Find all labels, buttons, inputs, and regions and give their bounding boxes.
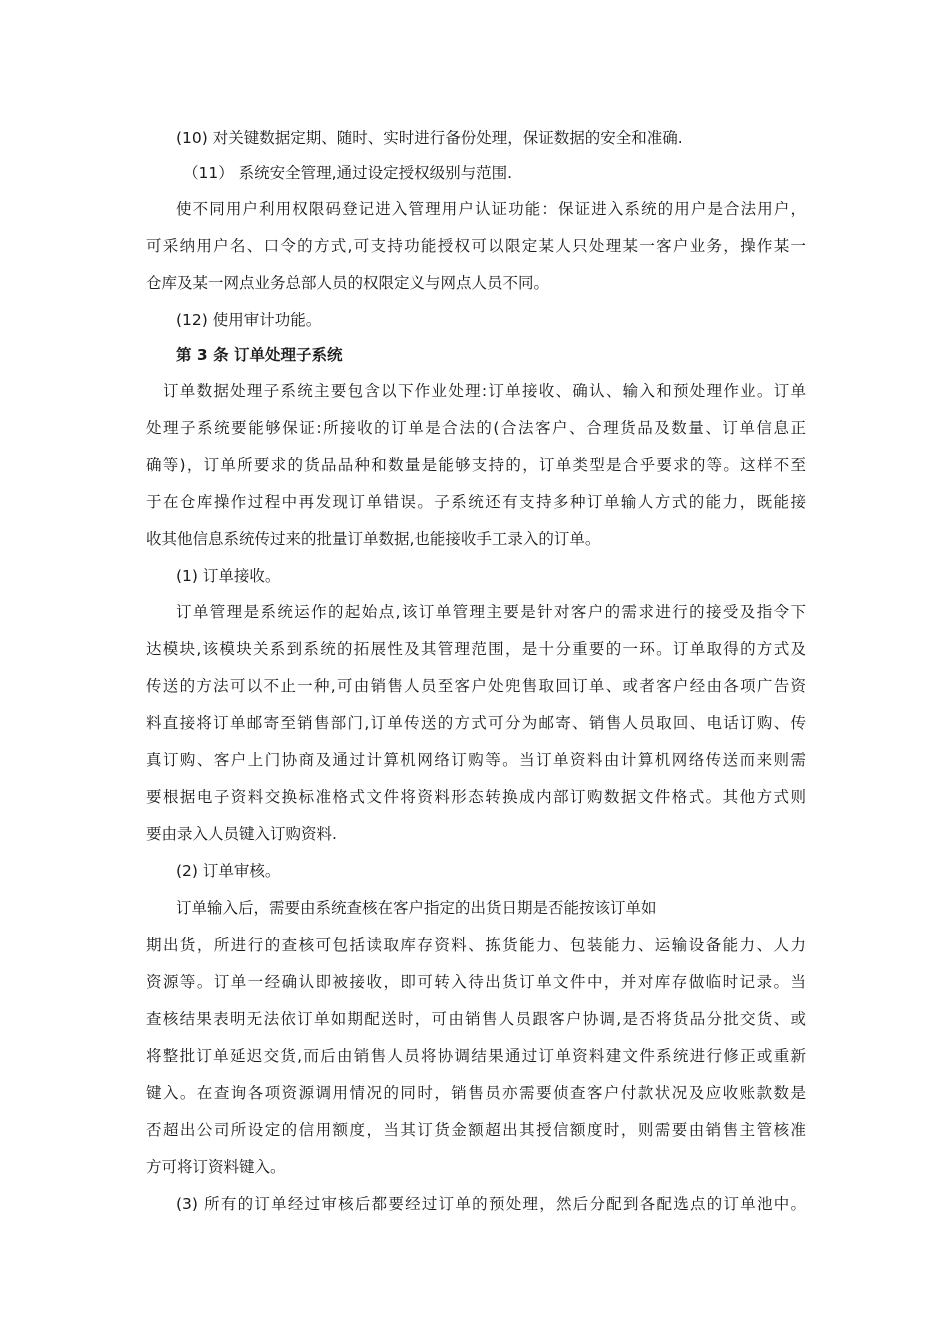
paragraph-line: 将整批订单延迟交货,而后由销售人员将协调结果通过订单资料建文件系统进行修正或重新 bbox=[146, 1047, 806, 1065]
item-12-line: (12) 使用审计功能。 bbox=[176, 311, 322, 329]
section-heading: 第 3 条 订单处理子系统 bbox=[176, 346, 343, 364]
paragraph-line: 键入。在查询各项资源调用情况的同时，销售员亦需要侦查客户付款状况及应收账款数是 bbox=[146, 1084, 806, 1102]
item-11-line: （11） 系统安全管理,通过设定授权级别与范围. bbox=[183, 164, 513, 182]
paragraph-line: 仓库及某一网点业务总部人员的权限定义与网点人员不同。 bbox=[146, 274, 550, 292]
paragraph-line: 可采纳用户名、口令的方式,可支持功能授权可以限定某人只处理某一客户业务，操作某一 bbox=[146, 237, 806, 255]
paragraph-line: 要根据电子资料交换标准格式文件将资料形态转换成内部订购数据文件格式。其他方式则 bbox=[146, 788, 806, 806]
paragraph-line: 否超出公司所设定的信用额度，当其订货金额超出其授信额度时，则需要由销售主管核准 bbox=[146, 1121, 806, 1139]
paragraph-line: 使不同用户利用权限码登记进入管理用户认证功能：保证进入系统的用户是合法用户， bbox=[176, 200, 806, 218]
paragraph-line: 真订购、客户上门协商及通过计算机网络订购等。当订单资料由计算机网络传送而来则需 bbox=[146, 751, 806, 769]
item-10-line: (10) 对关键数据定期、随时、实时进行备份处理，保证数据的安全和准确. bbox=[176, 129, 683, 147]
paragraph-line: 资源等。订单一经确认即被接收，即可转入待出货订单文件中，并对库存做临时记录。当 bbox=[146, 973, 806, 991]
subsection-heading: (1) 订单接收。 bbox=[176, 567, 281, 585]
paragraph-line: 达模块,该模块关系到系统的拓展性及其管理范围，是十分重要的一环。订单取得的方式及 bbox=[146, 640, 806, 658]
paragraph-line: 于在仓库操作过程中再发现订单错误。子系统还有支持多种订单输人方式的能力，既能接 bbox=[146, 493, 806, 511]
paragraph-line: 处理子系统要能够保证:所接收的订单是合法的(合法客户、合理货品及数量、订单信息正 bbox=[146, 419, 806, 437]
paragraph-line: 查核结果表明无法依订单如期配送时，可由销售人员跟客户协调,是否将货品分批交货、或 bbox=[146, 1010, 806, 1028]
paragraph-line: 方可将订资料键入。 bbox=[146, 1158, 286, 1176]
paragraph-line: 订单管理是系统运作的起始点,该订单管理主要是针对客户的需求进行的接受及指令下 bbox=[176, 603, 806, 621]
paragraph-line: 确等)，订单所要求的货品品种和数量是能够支持的，订单类型是合乎要求的等。这样不至 bbox=[146, 456, 806, 474]
paragraph-line: 订单输入后，需要由系统查核在客户指定的出货日期是否能按该订单如 bbox=[176, 899, 657, 917]
subsection-heading: (3) 所有的订单经过审核后都要经过订单的预处理，然后分配到各配选点的订单池中。 bbox=[176, 1195, 806, 1213]
subsection-heading: (2) 订单审核。 bbox=[176, 862, 281, 880]
paragraph-line: 订单数据处理子系统主要包含以下作业处理:订单接收、确认、输入和预处理作业。订单 bbox=[163, 382, 806, 400]
paragraph-line: 要由录入人员键入订购资料. bbox=[146, 825, 337, 843]
paragraph-line: 收其他信息系统传过来的批量订单数据,也能接收手工录入的订单。 bbox=[146, 530, 601, 548]
paragraph-line: 期出货，所进行的查核可包括读取库存资料、拣货能力、包装能力、运输设备能力、人力 bbox=[146, 936, 806, 954]
paragraph-line: 料直接将订单邮寄至销售部门,订单传送的方式可分为邮寄、销售人员取回、电话订购、传 bbox=[146, 714, 806, 732]
paragraph-line: 传送的方法可以不止一种,可由销售人员至客户处兜售取回订单、或者客户经由各项广告资 bbox=[146, 677, 806, 695]
